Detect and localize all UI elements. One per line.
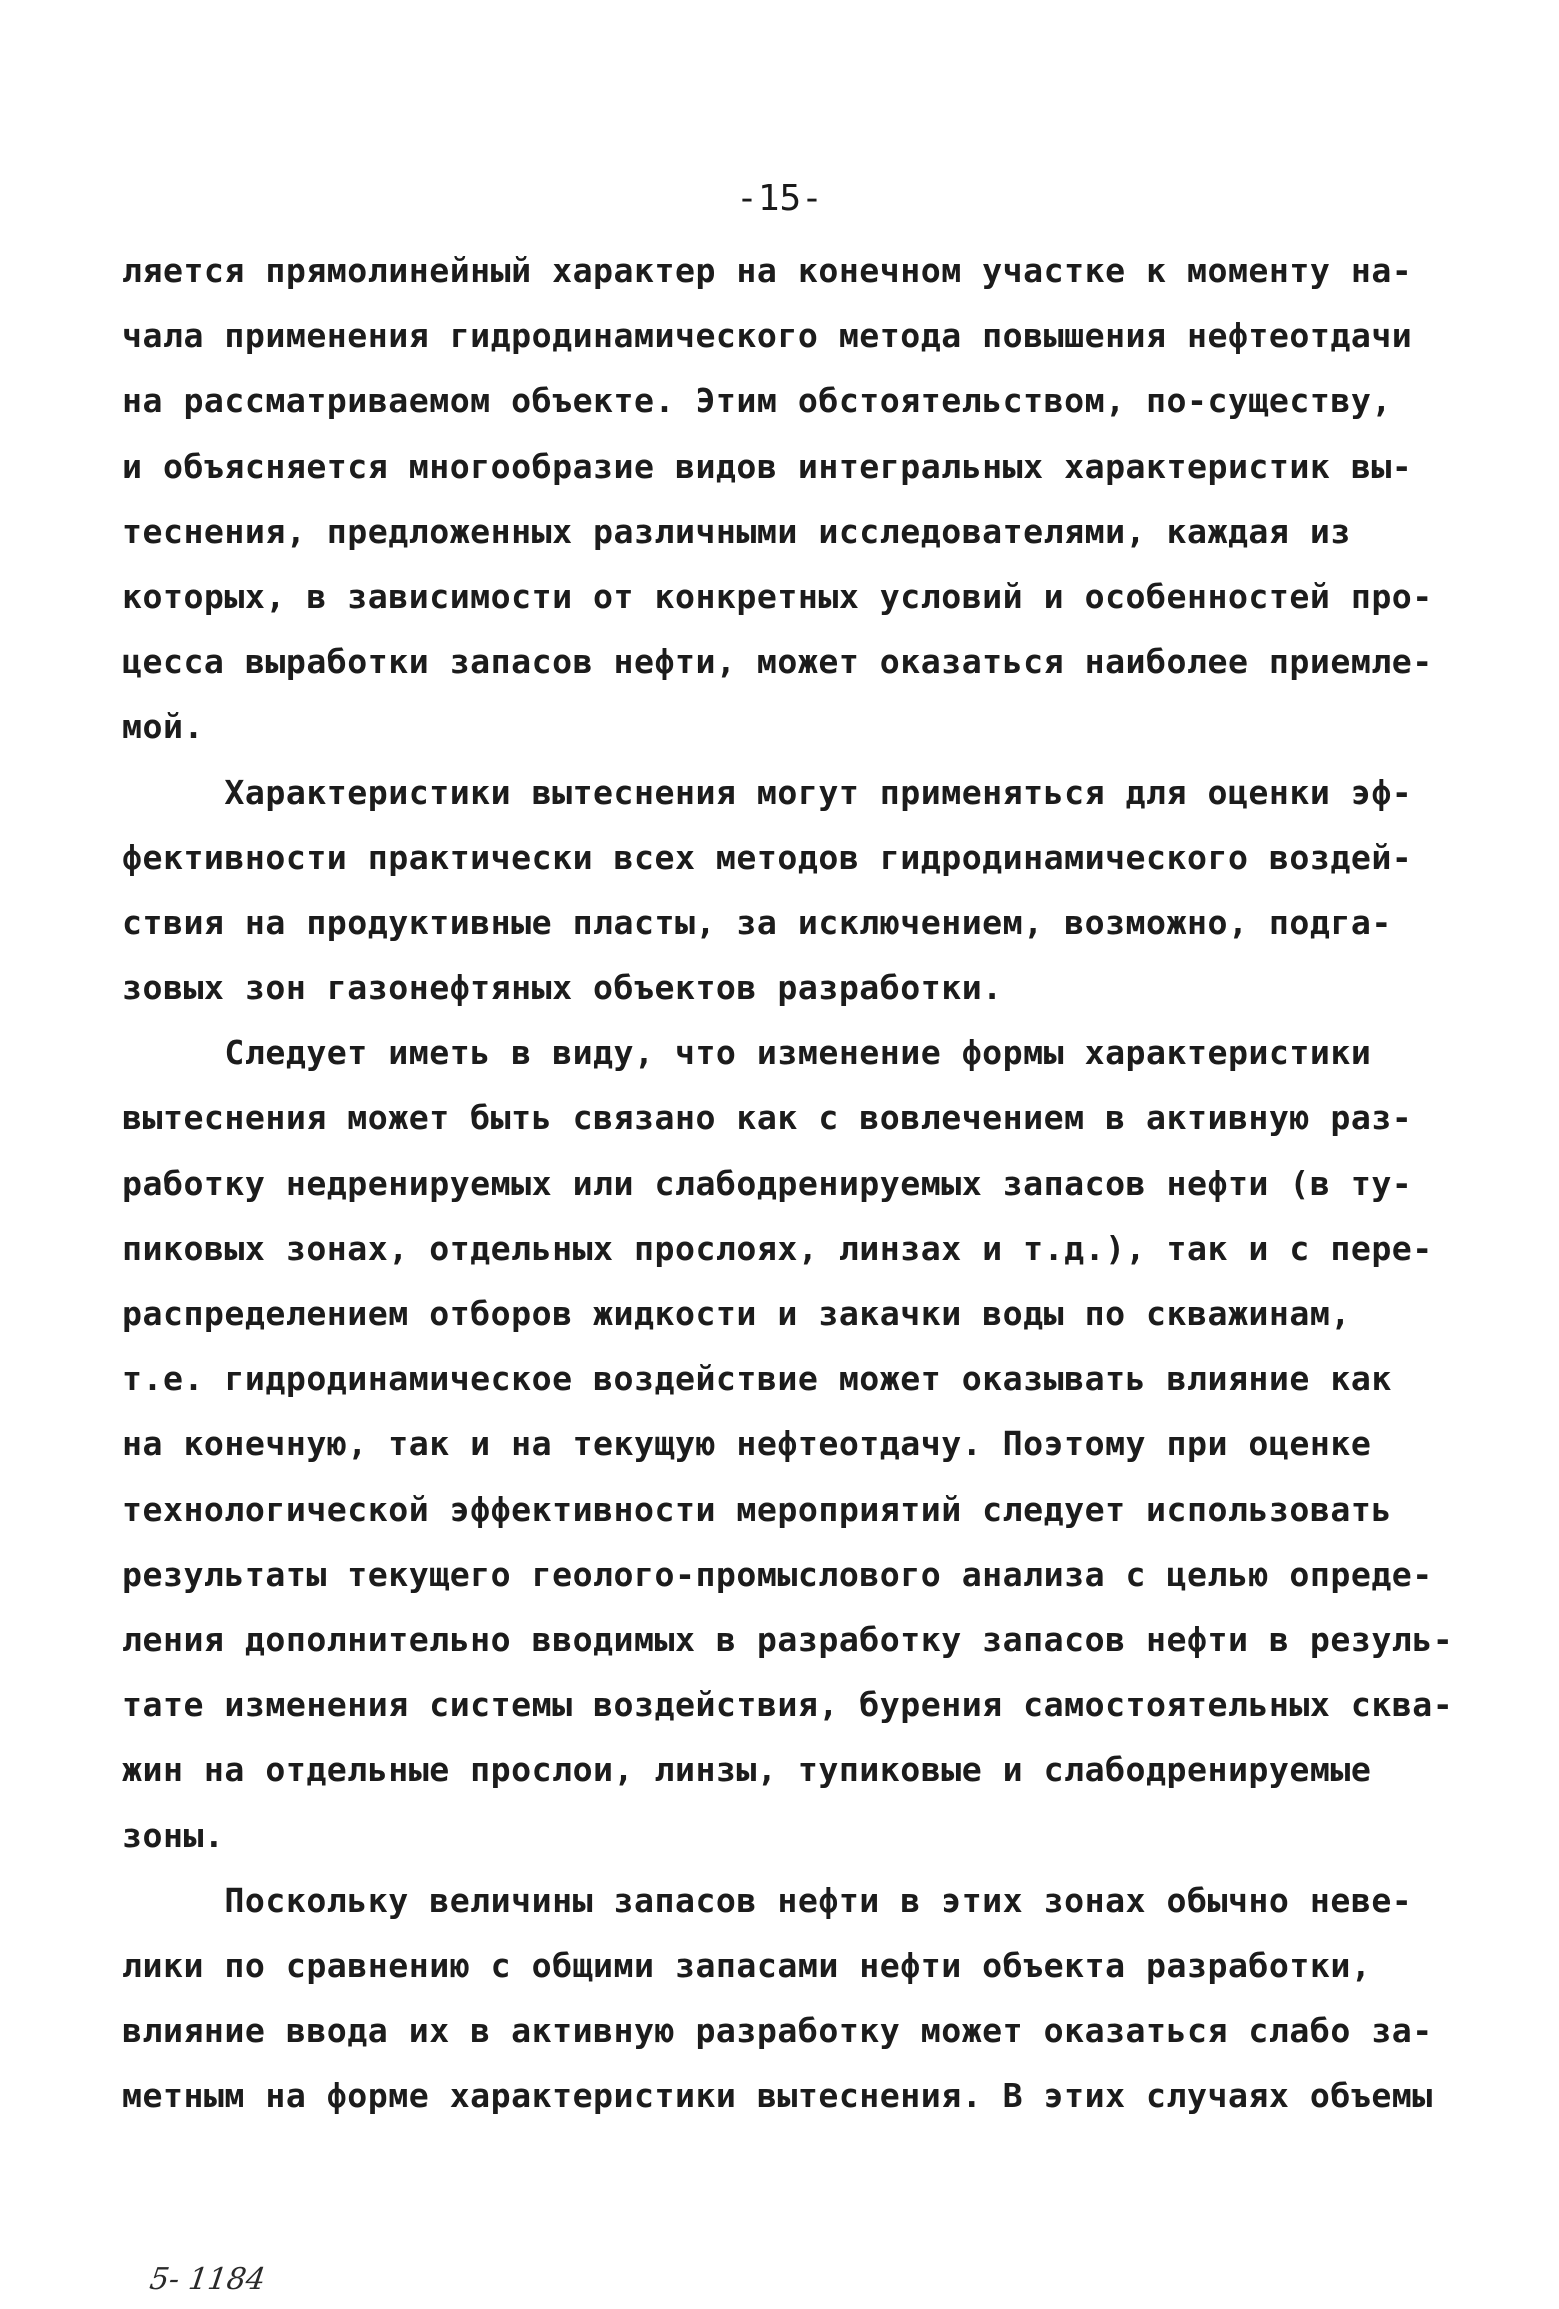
text-line: работку недренируемых или слабодренируемых запасов нефти (в ту- <box>122 1163 1413 1203</box>
text-line: зовых зон газонефтяных объектов разработки. <box>122 968 1003 1008</box>
text-line: мой. <box>122 707 204 747</box>
text-line: на рассматриваемом объекте. Этим обстоятельством, по-существу, <box>122 381 1392 421</box>
text-line: на конечную, так и на текущую нефтеотдачу. Поэтому при оценке <box>122 1424 1372 1464</box>
text-line: технологической эффективности мероприятий следует использовать <box>122 1489 1392 1529</box>
text-line: пиковых зонах, отдельных прослоях, линзах и т.д.), так и с пере- <box>122 1228 1433 1268</box>
text-line: которых, в зависимости от конкретных условий и особенностей про- <box>122 576 1433 616</box>
text-line: вытеснения может быть связано как с вовлечением в активную раз- <box>122 1098 1413 1138</box>
text-line: и объясняется многообразие видов интегральных характеристик вы- <box>122 446 1413 486</box>
body-text <box>122 238 1452 2128</box>
text-line: ляется прямолинейный характер на конечном участке к моменту на- <box>122 251 1413 290</box>
text-line: т.е. гидродинамическое воздействие может оказывать влияние как <box>122 1359 1392 1399</box>
text-line: зоны. <box>122 1815 225 1855</box>
text-line: лики по сравнению с общими запасами нефти объекта разработки, <box>122 1945 1372 1985</box>
text-line: Поскольку величины запасов нефти в этих зонах обычно неве- <box>122 1880 1413 1920</box>
text-line: ления дополнительно вводимых в разработку запасов нефти в резуль- <box>122 1619 1454 1659</box>
text-line: метным на форме характеристики вытеснения. В этих случаях объемы <box>122 2076 1433 2116</box>
text-line: влияние ввода их в активную разработку может оказаться слабо за- <box>122 2011 1433 2051</box>
page-number: -15- <box>736 178 823 219</box>
text-line: тате изменения системы воздействия, бурения самостоятельных сква- <box>122 1685 1454 1725</box>
text-line: теснения, предложенных различными исследователями, каждая из <box>122 511 1351 551</box>
text-line: чала применения гидродинамического метода повышения нефтеотдачи <box>122 316 1413 356</box>
text-line: Характеристики вытеснения могут применяться для оценки эф- <box>122 772 1413 812</box>
handwritten-note: 5- 1184 <box>147 2262 268 2297</box>
text-line: Следует иметь в виду, что изменение формы характеристики <box>122 1033 1372 1073</box>
text-line: цесса выработки запасов нефти, может оказаться наиболее приемле- <box>122 642 1433 682</box>
text-line: ствия на продуктивные пласты, за исключением, возможно, подга- <box>122 902 1392 942</box>
text-line: распределением отборов жидкости и закачки воды по скважинам, <box>122 1294 1351 1333</box>
text-line: результаты текущего геолого-промыслового анализа с целью опреде- <box>122 1554 1433 1594</box>
text-line: фективности практически всех методов гидродинамического воздей- <box>122 837 1413 877</box>
text-line: жин на отдельные прослои, линзы, тупиковые и слабодренируемые <box>122 1750 1372 1790</box>
